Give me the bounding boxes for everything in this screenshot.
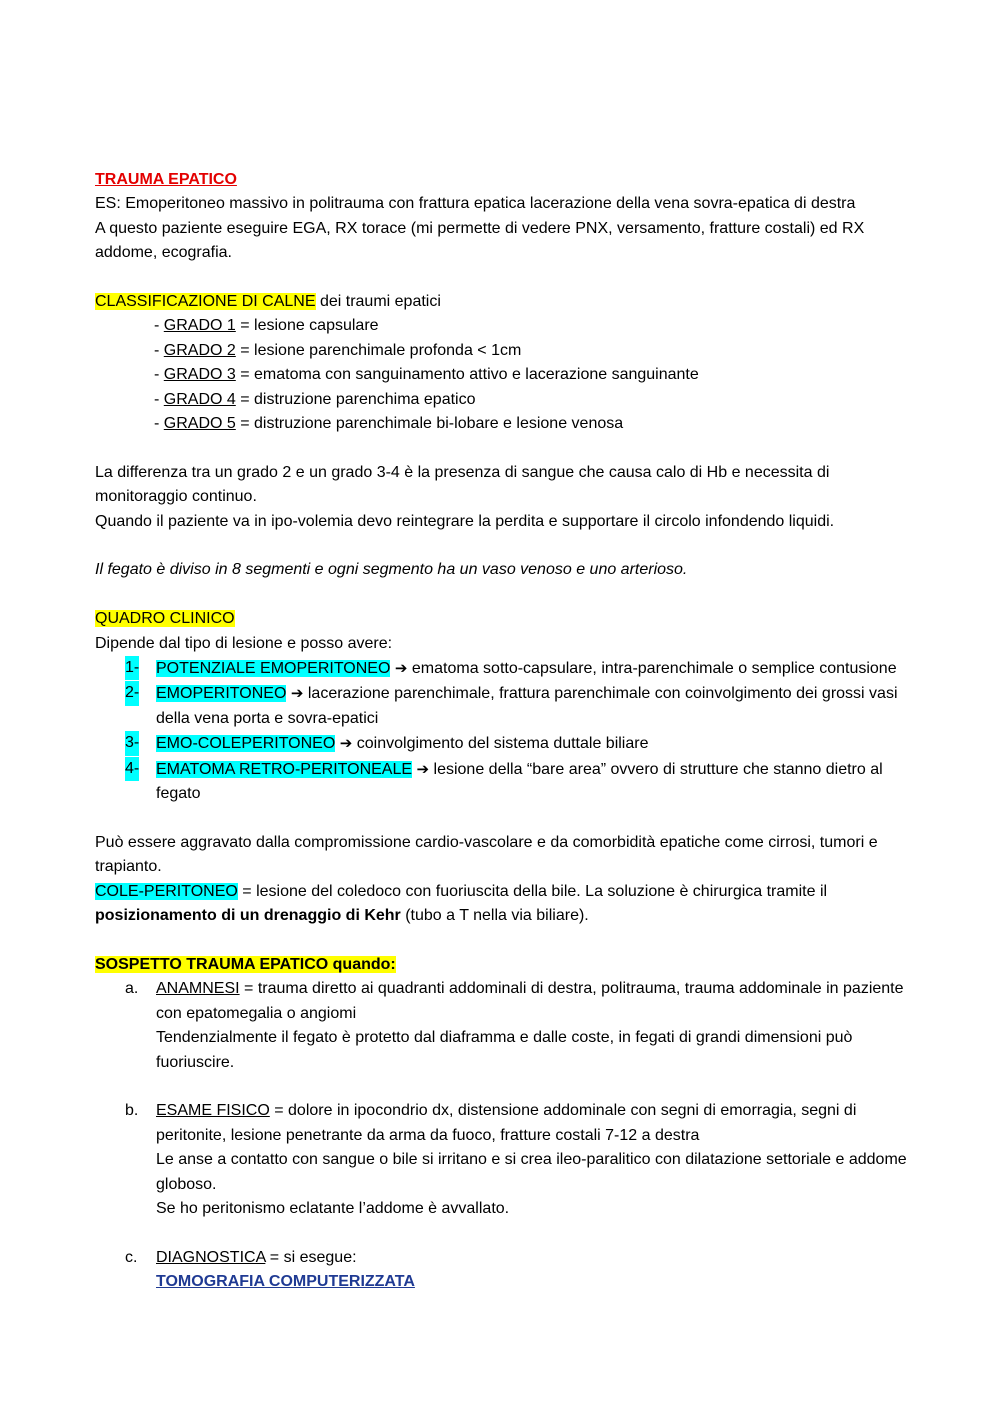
sospetto-heading: SOSPETTO TRAUMA EPATICO quando: <box>95 955 396 973</box>
hypovolemia-paragraph: Quando il paziente va in ipo-volemia devo reintegrare la perdita e supportare il circolo infondendo liquidi. <box>95 512 835 530</box>
quadro-intro: Dipende dal tipo di lesione e posso avere: <box>95 634 393 652</box>
arrow-right-icon: ➔ <box>290 684 304 703</box>
list-item: b. ESAME FISICO = dolore in ipocondrio dx, distensione addominale con segni di emorragia, segni di peritonite, lesione penetrante da arma da fuoco, fratture costali 7-12 a destra Le anse a contatto con sangue o bile si irritano e si crea ileo-paralitico con dilatazione settoriale e addome globoso. Se ho peritonismo eclatante l’addome è avvallato. <box>125 1102 907 1217</box>
list-item: a. ANAMNESI = trauma diretto ai quadranti addominali di destra, politrauma, trauma addominale in paziente con epatomegalia o angiomi Tendenzialmente il fegato è protetto dal diaframma e dalle coste, in fegati di grandi dimensioni può fuoriuscire. <box>125 980 904 1071</box>
intro-line-2: A questo paziente eseguire EGA, RX torace (mi permette di vedere PNX, versamento, fratture costali) ed RX addome, ecografia. <box>95 219 865 262</box>
italic-note: Il fegato è diviso in 8 segmenti e ogni segmento ha un vaso venoso e uno arterioso. <box>95 561 688 579</box>
classification-heading: CLASSIFICAZIONE DI CALNE dei traumi epatici <box>95 293 441 311</box>
list-item: c. DIAGNOSTICA = si esegue: TOMOGRAFIA COMPUTERIZZATA <box>125 1248 415 1291</box>
coleperitoneo-paragraph: COLE-PERITONEO = lesione del coledoco con fuoriuscita della bile. La soluzione è chirurgica tramite il posizionamento di un drenaggio di Kehr (tubo a T nella via biliare). <box>95 882 828 925</box>
section-title: TRAUMA EPATICO <box>95 171 237 188</box>
grade-item: - GRADO 1 = lesione capsulare <box>154 317 379 335</box>
list-item: 2- EMOPERITONEO ➔ lacerazione parenchimale, frattura parenchimale con coinvolgimento dei grossi vasi della vena porta e sovra-epatici <box>95 681 915 731</box>
quadro-heading: QUADRO CLINICO <box>95 610 235 628</box>
subheading-link[interactable]: TOMOGRAFIA COMPUTERIZZATA <box>156 1273 415 1291</box>
list-item: 1- POTENZIALE EMOPERITONEO ➔ ematoma sotto-capsulare, intra-parenchimale o semplice contusione <box>95 656 915 681</box>
difference-paragraph: La differenza tra un grado 2 e un grado 3-4 è la presenza di sangue che causa calo di Hb e necessita di monitoraggio continuo. <box>95 463 830 506</box>
grade-item: - GRADO 4 = distruzione parenchima epatico <box>154 390 476 408</box>
intro-line-1: ES: Emoperitoneo massivo in politrauma con frattura epatica lacerazione della vena sovra-epatica di destra <box>95 195 856 213</box>
arrow-right-icon: ➔ <box>416 759 430 778</box>
grade-item: - GRADO 2 = lesione parenchimale profonda < 1cm <box>154 341 522 359</box>
arrow-right-icon: ➔ <box>339 734 353 753</box>
document-body <box>95 168 915 1295</box>
grade-item: - GRADO 3 = ematoma con sanguinamento attivo e lacerazione sanguinante <box>154 366 699 384</box>
aggravation-paragraph: Può essere aggravato dalla compromissione cardio-vascolare e da comorbidità epatiche come cirrosi, tumori e trapianto. <box>95 833 878 876</box>
grade-item: - GRADO 5 = distruzione parenchimale bi-lobare e lesione venosa <box>154 415 624 433</box>
list-item: 4- EMATOMA RETRO-PERITONEALE ➔ lesione della “bare area” ovvero di strutture che stanno dietro al fegato <box>95 757 915 807</box>
list-item: 3- EMO-COLEPERITONEO ➔ coinvolgimento del sistema duttale biliare <box>95 731 915 756</box>
arrow-right-icon: ➔ <box>394 659 408 678</box>
